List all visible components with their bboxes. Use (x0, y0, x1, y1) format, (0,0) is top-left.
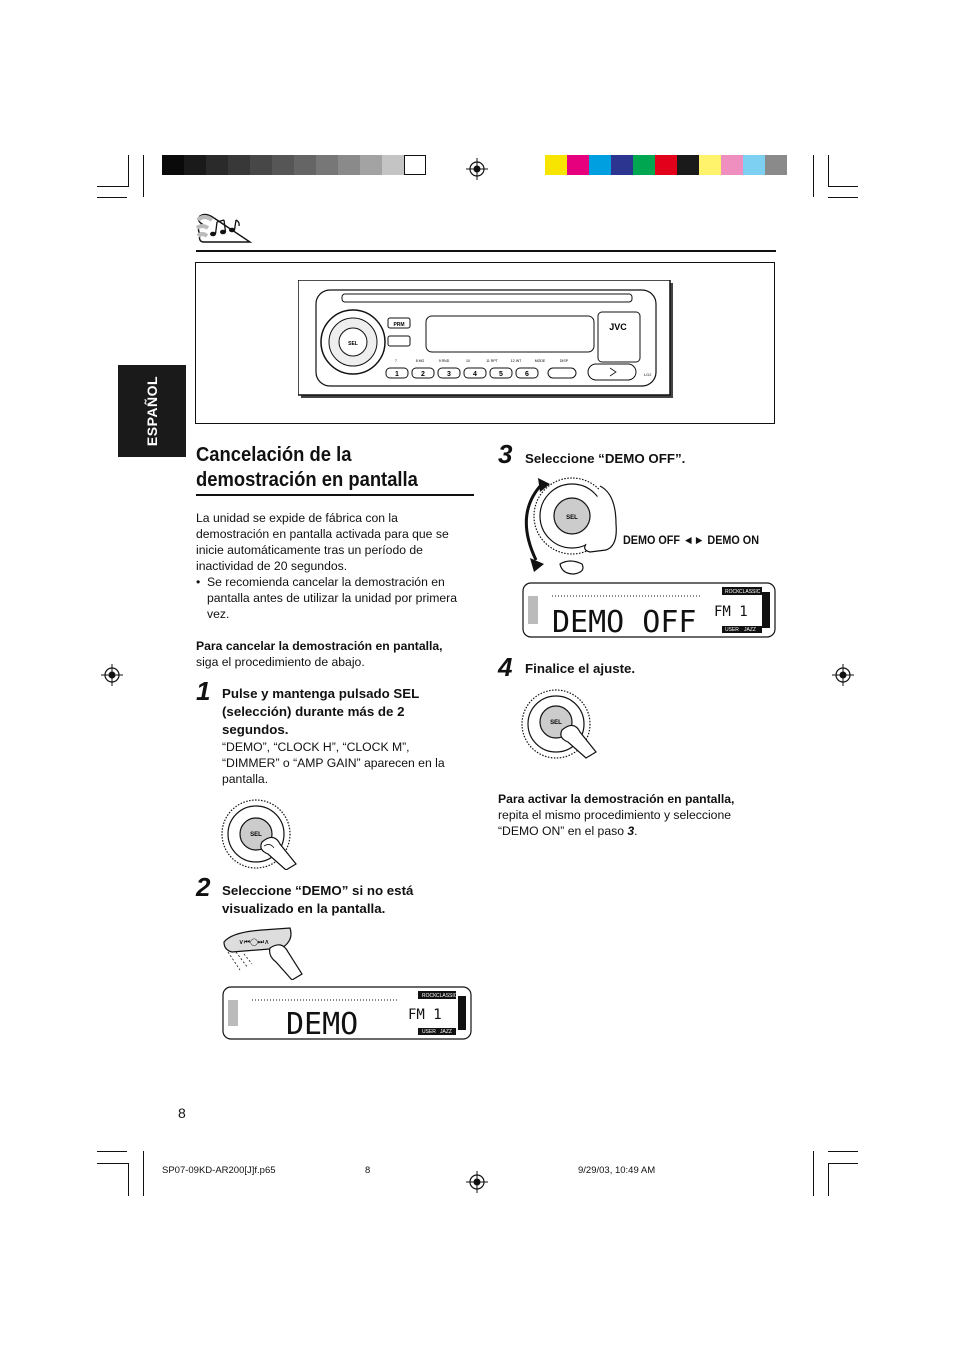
color-swatch (743, 155, 765, 175)
sel-knob-press-illustration (518, 688, 600, 760)
color-swatch (184, 155, 206, 175)
page-number: 8 (178, 1105, 186, 1121)
double-arrow-icon: ◄► (683, 533, 705, 547)
color-calibration-bar (545, 155, 787, 175)
activate-instruction-line (498, 823, 778, 839)
lcd-jazz-label: JAZZ (744, 627, 756, 633)
demo-on-label: DEMO ON (707, 533, 760, 547)
unit-bottom-label: LOJ (644, 372, 652, 377)
section-title-line: Cancelación de la (196, 444, 352, 466)
crop-mark (828, 155, 829, 187)
preset-function-label: 9 RND (438, 359, 450, 363)
preset-button-label: 2 (421, 371, 425, 378)
color-swatch (206, 155, 228, 175)
knob-sel-label: SEL (566, 515, 578, 521)
preset-function-label: MODE (534, 359, 546, 363)
crop-mark (813, 155, 814, 197)
crop-mark (828, 186, 858, 187)
registration-mark-icon (101, 664, 123, 686)
step1-heading (222, 685, 482, 739)
step1-heading-line: Pulse y mantenga pulsado SEL (222, 686, 420, 701)
section-title-line: demostración en pantalla (196, 469, 418, 491)
step-number: 3 (498, 439, 513, 469)
lcd-user-label: USER (422, 1029, 436, 1035)
crop-mark (128, 155, 129, 187)
lcd-main-text: DEMO OFF (552, 605, 697, 638)
crop-mark (828, 1163, 858, 1164)
step2-heading (222, 882, 482, 918)
lcd-jazz-label: JAZZ (440, 1029, 452, 1035)
preset-button-label: 4 (473, 371, 477, 378)
activate-instruction-end: . (634, 824, 638, 838)
intro-paragraph (196, 510, 486, 574)
preset-button-label: 5 (499, 371, 503, 378)
lcd-band-text: FM 1 (714, 604, 748, 620)
activate-instruction (498, 791, 778, 839)
preset-function-label: 12 INT (510, 359, 522, 363)
color-swatch (633, 155, 655, 175)
step1-body-line: pantalla. (222, 772, 269, 786)
color-swatch (294, 155, 316, 175)
step-number: 2 (196, 872, 211, 902)
sel-knob-press-illustration (218, 798, 300, 870)
section-title (196, 443, 452, 493)
crop-mark (128, 1163, 129, 1196)
seek-button-glyphs: ∨⏮◯⏭∧ (238, 938, 270, 946)
crop-mark (143, 1151, 144, 1196)
bullet-item (196, 574, 486, 622)
color-swatch (721, 155, 743, 175)
preset-function-label: 10 (466, 359, 470, 363)
color-swatch (360, 155, 382, 175)
knob-sel-label: SEL (550, 720, 562, 726)
step1-body-line: “DIMMER” o “AMP GAIN” aparecen en la (222, 756, 445, 770)
color-swatch (338, 155, 360, 175)
intro-line: inicie automáticamente tras un período de (196, 543, 423, 557)
lcd-rock-label: ROCK (422, 993, 437, 999)
color-swatch (250, 155, 272, 175)
knob-sel-label: SEL (250, 832, 262, 838)
bullet-line: Se recomienda cancelar la demostración en (207, 575, 445, 589)
activate-instruction-bold: Para activar la demostración en pantalla, (498, 792, 735, 806)
intro-line: demostración en pantalla activada para que se (196, 527, 449, 541)
step3-heading: Seleccione “DEMO OFF”. (525, 451, 686, 466)
color-swatch (611, 155, 633, 175)
sel-knob-rotate-illustration (520, 474, 630, 580)
registration-mark-icon (466, 158, 488, 180)
header-rule (196, 250, 776, 252)
lcd-user-label: USER (725, 627, 739, 633)
lcd-classic-label: CLASSIC (739, 589, 761, 595)
lcd-rock-label: ROCK (725, 589, 740, 595)
color-swatch (404, 155, 426, 175)
car-receiver-illustration (298, 280, 678, 402)
bullet-line: vez. (207, 607, 230, 621)
step-reference: 3 (627, 824, 635, 838)
cancel-instruction-text: siga el procedimiento de abajo. (196, 655, 365, 669)
color-swatch (162, 155, 184, 175)
crop-mark (813, 1151, 814, 1196)
color-swatch (677, 155, 699, 175)
preset-function-label: 8 MO (415, 359, 425, 363)
cancel-instruction-bold: Para cancelar la demostración en pantalla, (196, 639, 443, 653)
lcd-display-demo (222, 986, 472, 1040)
activate-instruction-text: “DEMO ON” en el paso (498, 824, 628, 838)
step1-heading-line: (selección) durante más de 2 (222, 704, 405, 719)
footer-filename: SP07-09KD-AR200[J]f.p65 (162, 1165, 276, 1176)
seek-button-press-illustration (222, 926, 304, 980)
grayscale-calibration-bar (162, 155, 426, 175)
color-swatch (272, 155, 294, 175)
step2-heading-line: Seleccione “DEMO” si no está (222, 883, 414, 898)
step4-heading: Finalice el ajuste. (525, 661, 636, 676)
crop-mark (97, 1151, 127, 1152)
preset-function-label: DISP (559, 359, 569, 363)
step2-heading-line: visualizado en la pantalla. (222, 901, 386, 916)
demo-off-label: DEMO OFF (623, 533, 680, 547)
color-swatch (589, 155, 611, 175)
color-swatch (545, 155, 567, 175)
unit-sel-label: SEL (348, 341, 358, 347)
lcd-main-text: DEMO (286, 1007, 359, 1040)
color-swatch (567, 155, 589, 175)
registration-mark-icon (832, 664, 854, 686)
footer-page: 8 (365, 1165, 371, 1176)
crop-mark (828, 1163, 829, 1196)
bullet-line: pantalla antes de utilizar la unidad por primera (207, 591, 457, 605)
color-swatch (382, 155, 404, 175)
color-swatch (699, 155, 721, 175)
preset-button-label: 1 (395, 371, 399, 378)
crop-mark (97, 1163, 128, 1164)
language-tab (118, 365, 186, 457)
color-swatch (228, 155, 250, 175)
step1-heading-line: segundos. (222, 722, 289, 737)
color-swatch (655, 155, 677, 175)
crop-mark (97, 197, 127, 198)
unit-prm-label: PRM (393, 322, 405, 328)
cancel-instruction (196, 638, 486, 670)
demo-off-on-toggle-label (623, 533, 759, 547)
step-number: 4 (498, 652, 513, 682)
crop-mark (828, 1151, 858, 1152)
language-tab-label: ESPAÑOL (144, 375, 160, 447)
step-number: 1 (196, 676, 211, 706)
bullet-mark: • (196, 575, 201, 589)
music-notes-icon (196, 212, 254, 246)
preset-button-label: 6 (525, 371, 529, 378)
step1-body-line: “DEMO”, “CLOCK H”, “CLOCK M”, (222, 740, 410, 754)
registration-mark-icon (466, 1171, 488, 1193)
title-rule (196, 494, 474, 496)
preset-function-label: 11 RPT (486, 359, 498, 363)
intro-line: La unidad se expide de fábrica con la (196, 511, 398, 525)
unit-brand-logo: JVC (609, 322, 627, 332)
preset-function-label: 7 (395, 359, 397, 363)
activate-instruction-line: repita el mismo procedimiento y seleccione (498, 808, 732, 822)
intro-line: inactividad de 20 segundos. (196, 559, 348, 573)
lcd-classic-label: CLASSIC (436, 993, 458, 999)
color-swatch (765, 155, 787, 175)
lcd-band-text: FM 1 (408, 1007, 442, 1023)
crop-mark (143, 155, 144, 197)
crop-mark (828, 197, 858, 198)
step1-body (222, 739, 484, 787)
color-swatch (316, 155, 338, 175)
lcd-display-demo-off (522, 582, 776, 638)
footer-date: 9/29/03, 10:49 AM (578, 1165, 656, 1176)
preset-button-label: 3 (447, 371, 451, 378)
crop-mark (97, 186, 128, 187)
